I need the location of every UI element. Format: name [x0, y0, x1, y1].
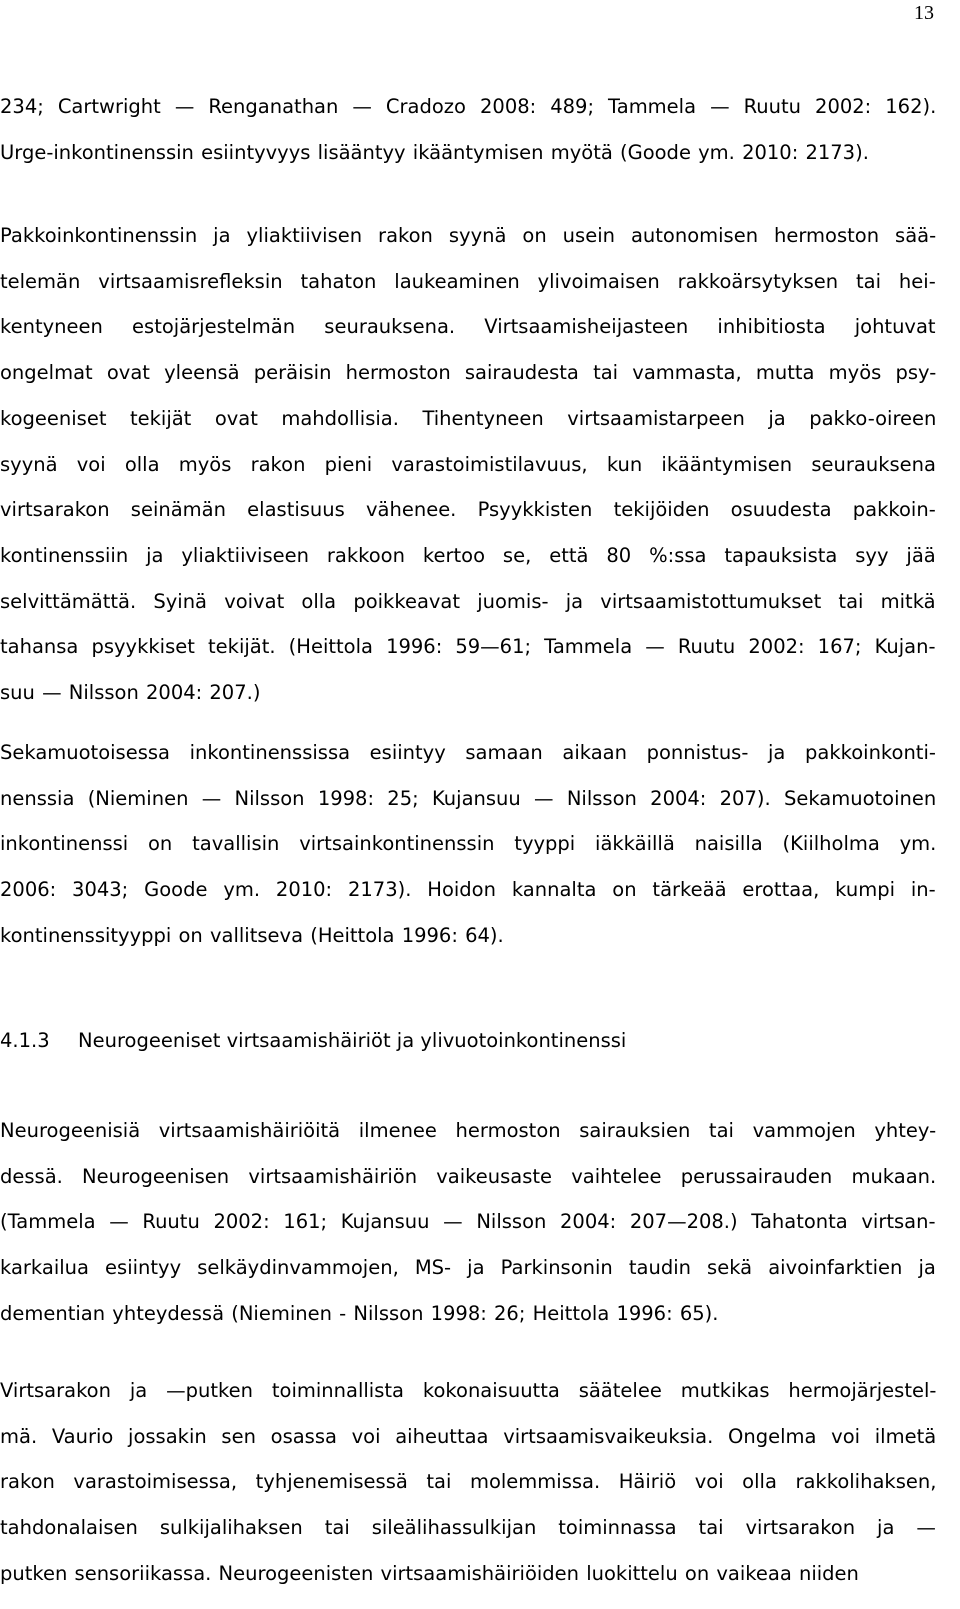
- text-line: 234; Cartwright — Renganathan — Cradozo 2008: 489; Tammela — Ruutu 2002: 162).: [0, 95, 937, 118]
- text-line: Virtsarakon ja —putken toiminnallista kokonaisuutta säätelee mutkikas hermojärjestel-: [0, 1379, 937, 1402]
- text-line: ongelmat ovat yleensä peräisin hermoston sairaudesta tai vammasta, mutta myös psy-: [0, 361, 937, 385]
- text-line: karkailua esiintyy selkäydinvammojen, MS- ja Parkinsonin taudin sekä aivoinfarktien ja: [0, 1256, 936, 1280]
- section-title: Neurogeeniset virtsaamishäiriöt ja ylivuotoinkontinenssi: [78, 1029, 627, 1052]
- text-line: kentyneen estojärjestelmän seurauksena. Virtsaamisheijasteen inhibitiosta johtuvat: [0, 315, 936, 339]
- text-line: Neurogeenisiä virtsaamishäiriöitä ilmenee hermoston sairauksien tai vammojen yhtey-: [0, 1119, 937, 1142]
- text-line: mä. Vaurio jossakin sen osassa voi aiheuttaa virtsaamisvaikeuksia. Ongelma voi ilmetä: [0, 1424, 937, 1448]
- text-line: kogeeniset tekijät ovat mahdollisia. Tihentyneen virtsaamistarpeen ja pakko-oireen: [0, 406, 937, 430]
- text-line: tahansa psyykkiset tekijät. (Heittola 1996: 59—61; Tammela — Ruutu 2002: 167; Kujan-: [0, 635, 936, 659]
- text-line: Sekamuotoisessa inkontinenssissa esiintyy samaan aikaan ponnistus- ja pakkoinkonti-: [0, 741, 936, 764]
- text-line: kontinenssiin ja yliaktiiviseen rakkoon kertoo se, että 80 %:ssa tapauksista syy jää: [0, 543, 936, 567]
- paragraph-4: [0, 1108, 936, 1337]
- text-line: (Tammela — Ruutu 2002: 161; Kujansuu — Nilsson 2004: 207—208.) Tahatonta virtsan-: [0, 1210, 936, 1234]
- text-line: kontinenssityyppi on vallitseva (Heittola 1996: 64).: [0, 923, 504, 947]
- text-line: Urge-inkontinenssin esiintyvyys lisääntyy ikääntymisen myötä (Goode ym. 2010: 2173).: [0, 140, 869, 164]
- text-line: nenssia (Nieminen — Nilsson 1998: 25; Kujansuu — Nilsson 2004: 207). Sekamuotoinen: [0, 786, 937, 810]
- section-number: 4.1.3: [0, 1029, 50, 1052]
- text-line: rakon varastoimisessa, tyhjenemisessä tai molemmissa. Häiriö voi olla rakkolihaksen,: [0, 1470, 937, 1494]
- paragraph-2: [0, 213, 936, 716]
- text-line: 2006: 3043; Goode ym. 2010: 2173). Hoidon kannalta on tärkeää erottaa, kumpi in-: [0, 878, 936, 902]
- text-line: dessä. Neurogeenisen virtsaamishäiriön vaikeusaste vaihtelee perussairauden mukaan.: [0, 1164, 937, 1188]
- page-number: 13: [914, 2, 934, 24]
- text-line: telemän virtsaamisrefleksin tahaton laukeaminen ylivoimaisen rakkoärsytyksen tai hei-: [0, 269, 936, 293]
- paragraph-1: [0, 84, 936, 175]
- text-line: dementian yhteydessä (Nieminen - Nilsson 1998: 26; Heittola 1996: 65).: [0, 1301, 719, 1325]
- text-line: virtsarakon seinämän elastisuus vähenee. Psyykkisten tekijöiden osuudesta pakkoin-: [0, 498, 936, 522]
- section-heading: [0, 1018, 626, 1064]
- paragraph-3: [0, 730, 936, 959]
- text-line: putken sensoriikassa. Neurogeenisten virtsaamishäiriöiden luokittelu on vaikeaa niiden: [0, 1561, 859, 1585]
- paragraph-5: [0, 1368, 936, 1597]
- text-line: suu — Nilsson 2004: 207.): [0, 681, 261, 705]
- text-line: selvittämättä. Syinä voivat olla poikkeavat juomis- ja virtsaamistottumukset tai mitkä: [0, 589, 936, 613]
- text-line: Pakkoinkontinenssin ja yliaktiivisen rakon syynä on usein autonomisen hermoston sää-: [0, 224, 937, 247]
- text-line: tahdonalaisen sulkijalihaksen tai sileälihassulkijan toiminnassa tai virtsarakon ja —: [0, 1516, 936, 1540]
- text-line: inkontinenssi on tavallisin virtsainkontinenssin tyyppi iäkkäillä naisilla (Kiilholma ym.: [0, 832, 937, 856]
- text-line: syynä voi olla myös rakon pieni varastoimistilavuus, kun ikääntymisen seurauksena: [0, 452, 936, 476]
